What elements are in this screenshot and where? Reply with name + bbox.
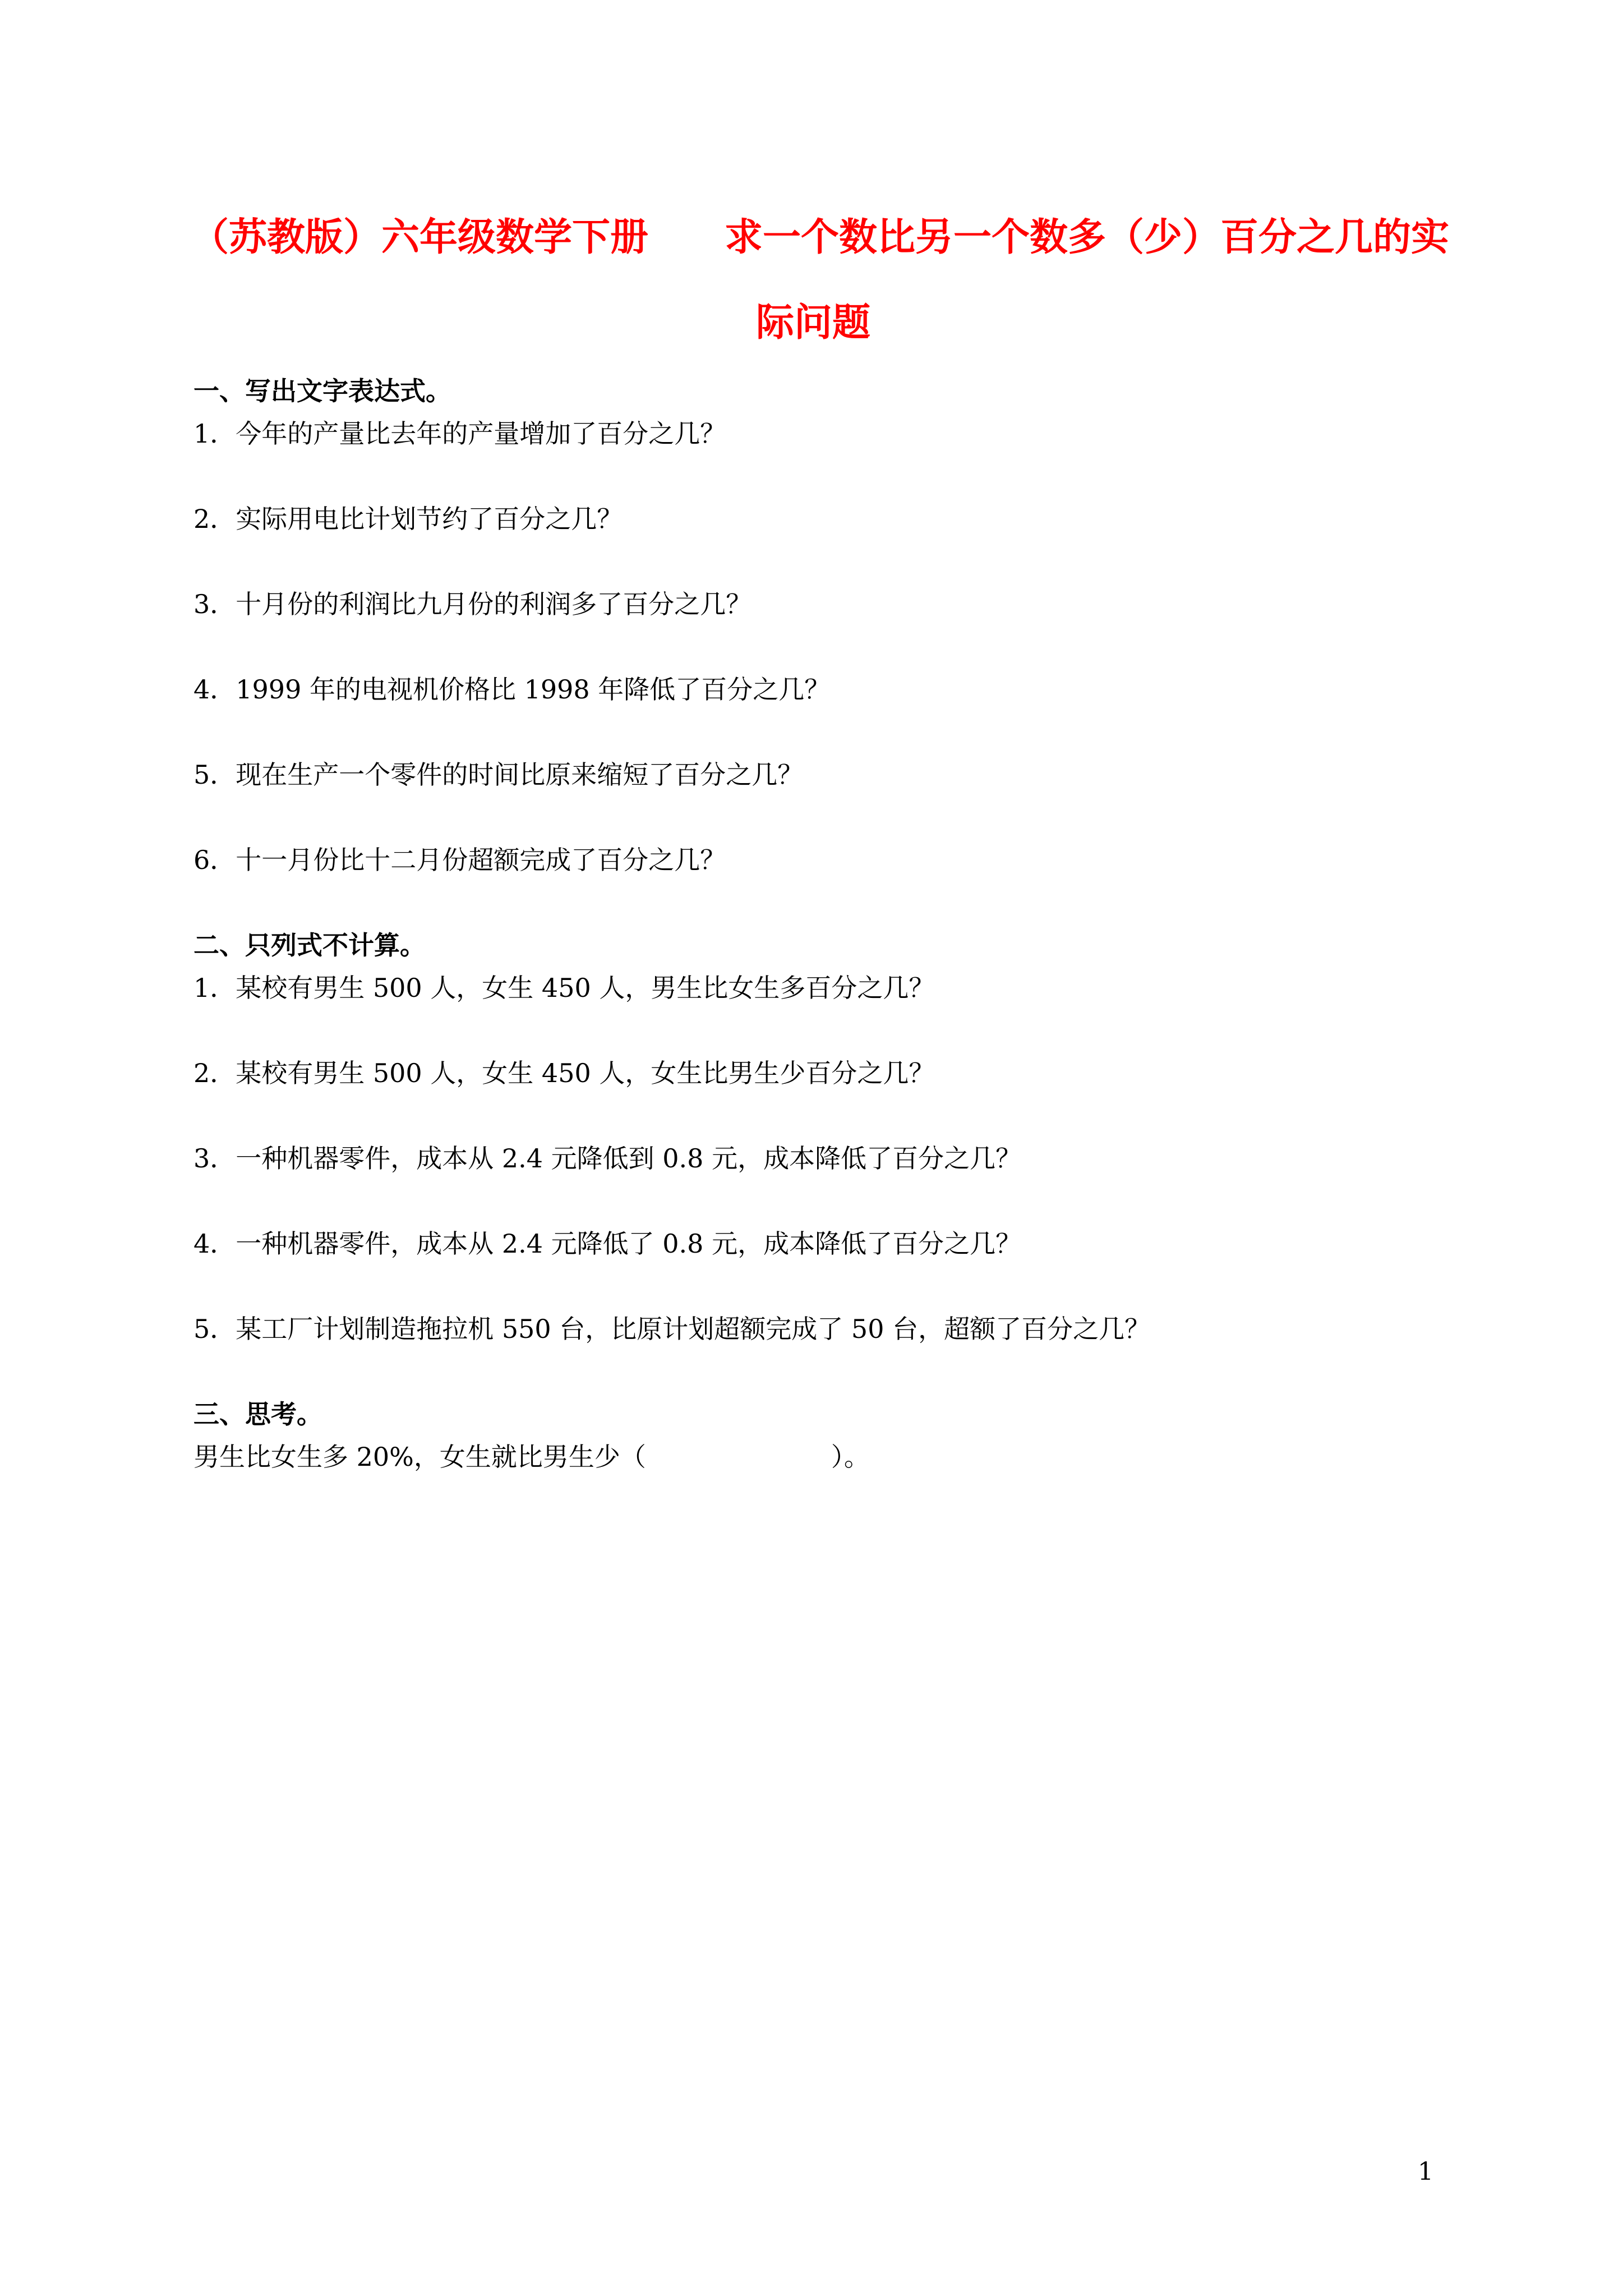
document-title-line-2: 际问题 bbox=[755, 300, 870, 345]
section-1-item-4: 4．1999 年的电视机价格比 1998 年降低了百分之几？ bbox=[193, 674, 831, 705]
section-2-item-2: 2．某校有男生 500 人，女生 450 人，女生比男生少百分之几？ bbox=[193, 1058, 935, 1088]
section-2-item-3: 3．一种机器零件，成本从 2.4 元降低到 0.8 元，成本降低了百分之几？ bbox=[193, 1143, 1022, 1174]
section-3-heading: 三、思考。 bbox=[193, 1399, 322, 1429]
page-number: 1 bbox=[1418, 2157, 1433, 2186]
section-1-item-3: 3．十月份的利润比九月份的利润多了百分之几？ bbox=[193, 589, 752, 619]
section-2-item-5: 5．某工厂计划制造拖拉机 550 台，比原计划超额完成了 50 台，超额了百分之几？ bbox=[193, 1314, 1151, 1344]
section-3-question-prefix: 男生比女生多 20%，女生就比男生少（ bbox=[193, 1442, 646, 1472]
section-1-heading: 一、写出文字表达式。 bbox=[193, 376, 451, 406]
section-3-question bbox=[193, 1440, 870, 1474]
section-1-item-5: 5．现在生产一个零件的时间比原来缩短了百分之几？ bbox=[193, 760, 804, 790]
section-1-item-1: 1．今年的产量比去年的产量增加了百分之几？ bbox=[193, 418, 726, 449]
section-3-question-suffix: ）。 bbox=[831, 1442, 870, 1472]
section-2-item-4: 4．一种机器零件，成本从 2.4 元降低了 0.8 元，成本降低了百分之几？ bbox=[193, 1228, 1022, 1259]
section-2-item-1: 1．某校有男生 500 人，女生 450 人，男生比女生多百分之几？ bbox=[193, 973, 935, 1003]
section-1-item-2: 2．实际用电比计划节约了百分之几？ bbox=[193, 504, 623, 534]
section-2-heading: 二、只列式不计算。 bbox=[193, 930, 426, 960]
section-1-item-6: 6．十一月份比十二月份超额完成了百分之几？ bbox=[193, 845, 726, 875]
document-title-line-1: （苏教版）六年级数学下册 求一个数比另一个数多（少）百分之几的实 bbox=[191, 215, 1450, 260]
